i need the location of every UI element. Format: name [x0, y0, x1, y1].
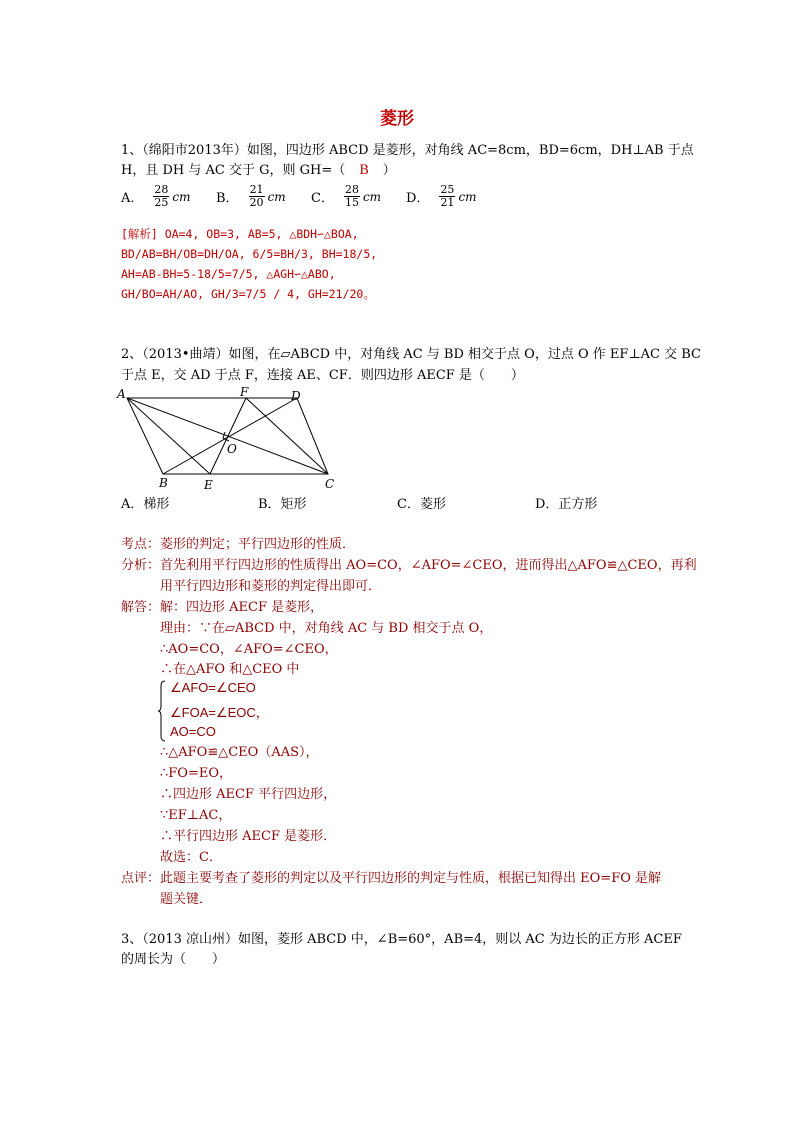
q1-option-a: A． $\frac{28}{25}$ cm	[121, 183, 191, 209]
diagonal-bd	[163, 398, 297, 474]
system-line3: AO=CO	[170, 724, 216, 739]
q2-jieda-line10: 故选：C．	[160, 850, 222, 865]
label-o: O	[227, 442, 237, 456]
segment-ef	[210, 398, 246, 474]
q2-jieda-line9: ∴平行四边形 AECF 是菱形．	[160, 829, 337, 844]
q1-solution-line4: GH/BO=AH/AO, GH/3=7/5 / 4, GH=21/20。	[121, 287, 375, 301]
q1-options	[121, 184, 501, 209]
q1-line2-pre: H，且 DH 与 AC 交于 G，则 GH=（	[121, 163, 346, 178]
q1-solution-line1: [解析] OA=4, OB=3, AB=5, △BDH∽△BOA,	[121, 227, 359, 241]
q2-jieda-line7: ∴四边形 AECF 平行四边形，	[160, 787, 337, 802]
system-line1: ∠AFO=∠CEO	[170, 680, 256, 695]
label-a: A	[117, 387, 126, 401]
segment-ae	[127, 398, 210, 474]
q1-line2-post: ）	[382, 163, 396, 178]
q2-line2: 于点 E，交 AD 于点 F，连接 AE、CF．则四边形 AECF 是（ ）	[121, 368, 524, 383]
label-e: E	[204, 478, 213, 492]
q1-option-b: B． $\frac{21}{20}$ cm	[216, 183, 286, 209]
q2-dianping-line2: 题关键．	[160, 892, 213, 907]
q2-jieda-line2: 理由：∵在▱ABCD 中，对角线 AC 与 BD 相交于点 O，	[160, 621, 493, 636]
q1-solution-line3: AH=AB-BH=5-18/5=7/5, △AGH∽△ABO,	[121, 267, 336, 281]
q2-kaodian: 考点：菱形的判定；平行四边形的性质．	[121, 537, 356, 552]
segment-cf	[246, 398, 328, 474]
q2-jieda-line5: ∴△AFO≌△CEO（AAS），	[160, 745, 319, 760]
parallelogram-figure	[115, 386, 345, 492]
q2-jieda-line6: ∴FO=EO，	[160, 766, 232, 781]
q1-solution-line2: BD/AB=BH/OB=DH/OA, 6/5=BH/3, BH=18/5,	[121, 247, 378, 261]
system-brace	[158, 680, 166, 742]
q2-jieda-line1: 解答：解：四边形 AECF 是菱形，	[121, 600, 324, 615]
q2-jieda-line8: ∵EF⊥AC，	[160, 808, 232, 823]
q2-fenxi-line2: 用平行四边形和菱形的判定得出即可．	[160, 579, 382, 594]
q2-fenxi-line1: 分析：首先利用平行四边形的性质得出 AO=CO，∠AFO=∠CEO，进而得出△AFO≌△CEO，再利	[121, 558, 697, 573]
page-title: 菱形	[380, 109, 414, 129]
q3-line1: 3、（2013 凉山州）如图，菱形 ABCD 中，∠B=60°，AB=4，则以 AC 为边长的正方形 ACEF	[121, 932, 682, 947]
q3-line2: 的周长为（ ）	[121, 952, 226, 967]
q1-option-c: C． $\frac{28}{15}$ cm	[311, 183, 382, 209]
q2-jieda-line3: ∴AO=CO，∠AFO=∠CEO，	[160, 642, 338, 657]
q1-option-d: D． $\frac{25}{21}$ cm	[406, 183, 477, 209]
label-f: F	[240, 386, 249, 399]
q2-option-c: C．菱形	[397, 497, 446, 512]
q2-line1: 2、（2013•曲靖）如图，在▱ABCD 中，对角线 AC 与 BD 相交于点 O，过点 O 作 EF⊥AC 交 BC	[121, 347, 701, 362]
q2-option-b: B．矩形	[258, 497, 307, 512]
q2-jieda-line4: ∴在△AFO 和△CEO 中	[160, 662, 300, 677]
q1-answer: B	[359, 163, 369, 178]
q2-option-d: D．正方形	[535, 497, 598, 512]
label-c: C	[325, 477, 335, 491]
q1-line2	[121, 161, 396, 181]
label-b: B	[159, 476, 168, 490]
q2-option-a: A．梯形	[121, 497, 170, 512]
label-d: D	[291, 389, 301, 403]
q2-dianping-line1: 点评：此题主要考查了菱形的判定以及平行四边形的判定与性质，根据已知得出 EO=FO 是解	[121, 871, 661, 886]
system-line2: ∠FOA=∠EOC，	[170, 705, 269, 720]
q1-line1: 1、（绵阳市2013年）如图，四边形 ABCD 是菱形，对角线 AC=8cm，BD=6cm，DH⊥AB 于点	[121, 143, 694, 158]
